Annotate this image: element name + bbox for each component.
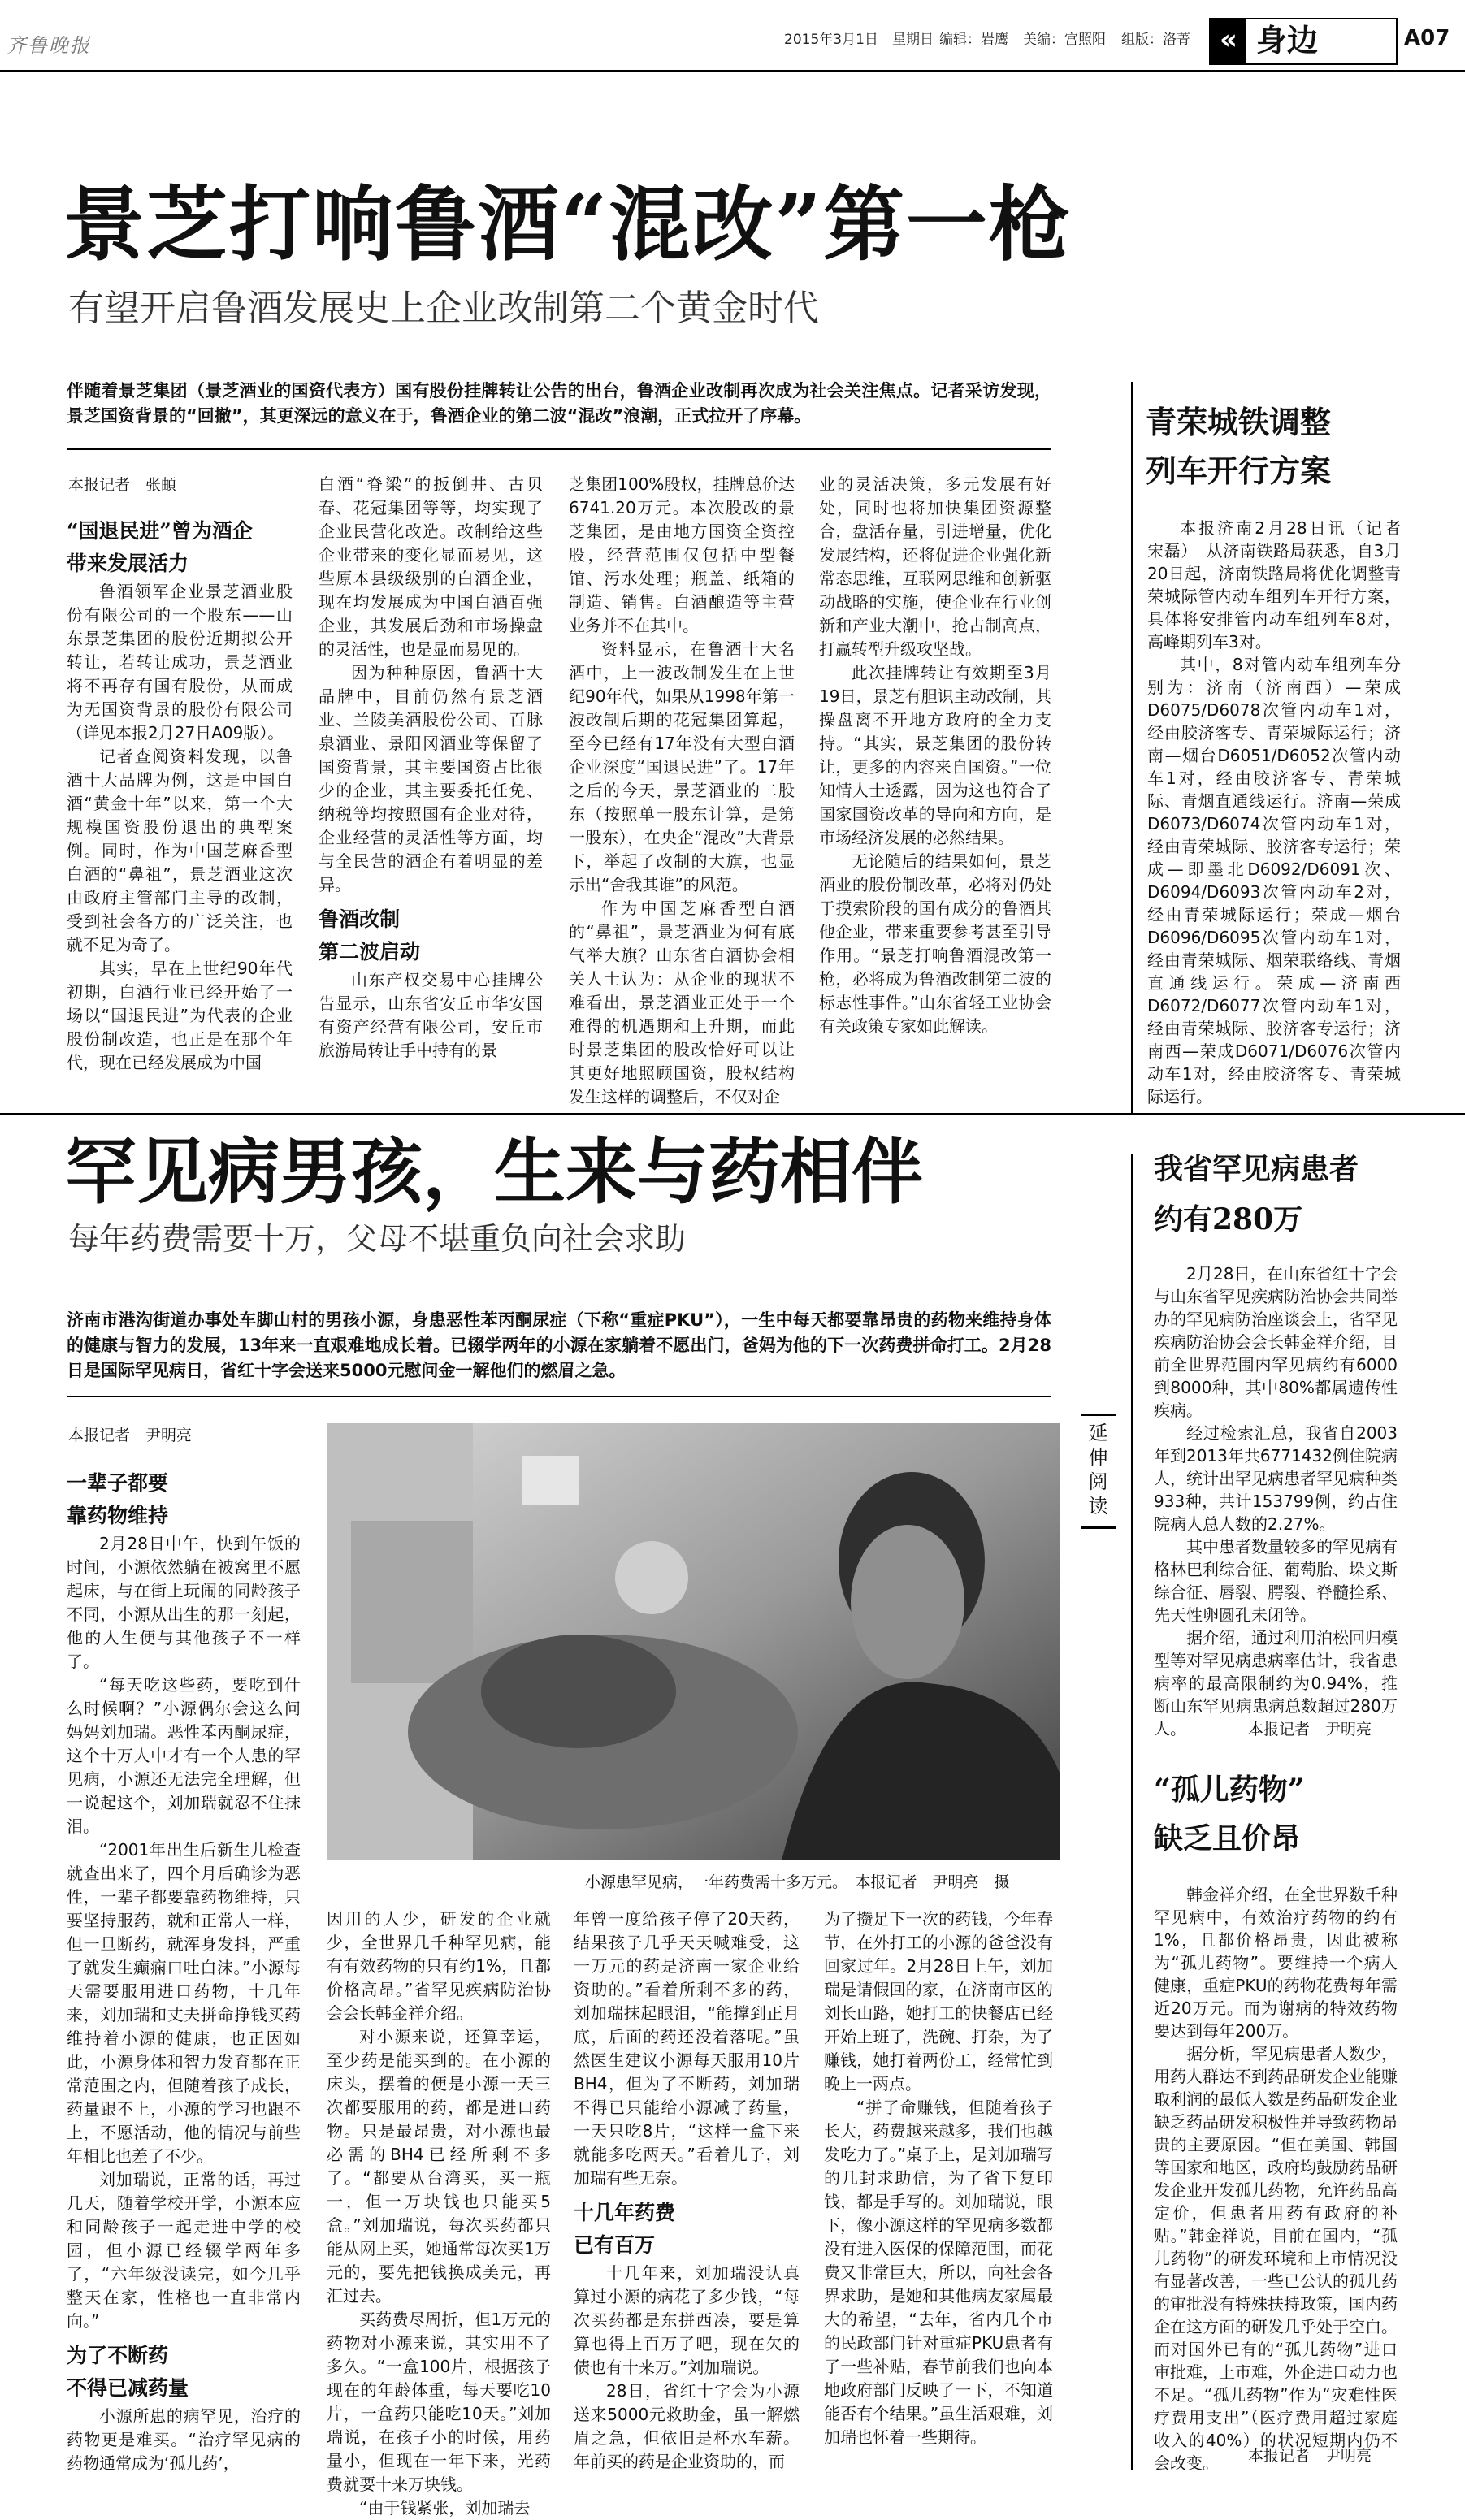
story1-byline: 本报记者 张頔 xyxy=(68,476,177,494)
story2-photo xyxy=(327,1423,1060,1860)
masthead-logo: 齐鲁晚报 xyxy=(7,34,91,57)
story1-lead: 伴随着景芝集团（景芝酒业的国资代表方）国有股份挂牌转让公告的出台，鲁酒企业改制再次成为社会关注焦点。记者采访发现，景芝国资背景的“回撤”，其更深远的意义在于，鲁酒企业的第二波“混改”浪潮，正式拉开了序幕。 xyxy=(67,381,1051,426)
subhead: 靠药物维持 xyxy=(67,1504,169,1527)
paragraph: 此次挂牌转让有效期至3月19日，景芝有胆识主动改制，其操盘离不开地方政府的全力支持。“其实，景芝集团的股份转让，更多的内容来自国资。”一位知情人士透露，因为这也符合了国家国资改革的导向和方向，是市场经济发展的必然结果。 xyxy=(819,663,1051,847)
story2-headline: 罕见病男孩，生来与药相伴 xyxy=(65,1129,924,1214)
paragraph: 本报济南2月28日讯（记者 宋磊） 从济南铁路局获悉，自3月20日起，济南铁路局将优化调整青荣城际管内动车组列车开行方案，具体将安排管内动车组列车8对，高峰期列车3对。 xyxy=(1147,518,1417,652)
story2-byline: 本报记者 尹明亮 xyxy=(68,1427,193,1444)
subhead: 为了不断药 xyxy=(67,2344,169,2367)
sidebar1-body xyxy=(1147,517,1417,1106)
section-divider xyxy=(0,1113,1465,1115)
header-proof: 组版：洛菁 xyxy=(1121,32,1190,48)
sidebar3-byline: 本报记者 尹明亮 xyxy=(1248,2447,1372,2465)
subhead: 第二波启动 xyxy=(319,940,421,963)
sidebar2-divider xyxy=(1131,1154,1133,2470)
paragraph: “拼了命赚钱，但随着孩子长大，药费越来越多，我们也越发吃力了。”桌子上，是刘加瑞写的几封求助信，为了省下复印钱，都是手写的。刘加瑞说，眼下，像小源这样的罕见病多数都没有进入医保的保障范围，而花费又非常巨大，所以，向社会各界求助，是她和其他病友家属最大的希望，“去年，省内几个市的民政部门针对重症PKU患者有了一些补贴，春节前我们也向本地政府部门反映了一下，不知道能否有个结果。”虽生活艰难，刘加瑞也怀着一些期待。 xyxy=(824,2098,1053,2447)
sidebar1-title: 青荣城铁调整 xyxy=(1146,404,1332,440)
paragraph: 年曾一度给孩子停了20天药，结果孩子几乎天天喊难受，这一万元的药是济南一家企业给资助的。”看着所剩不多的药，刘加瑞抹起眼泪，“能撑到正月底，后面的药还没着落呢。”虽然医生建议小源每天服用10片BH4，但为了不断药，刘加瑞不得已只能给小源减了药量，一天只吃8片，“这样一盒下来就能多吃两天。”看着儿子，刘加瑞有些无奈。 xyxy=(574,1909,800,2188)
story1-headline: 景芝打响鲁酒“混改”第一枪 xyxy=(63,176,1073,272)
paragraph: 因用的人少，研发的企业就少，全世界几千种罕见病，能有有效药物的只有约1%，且都价格高昂。”省罕见疾病防治协会会长韩金祥介绍。 xyxy=(327,1909,551,2023)
paragraph: 据分析，罕见病患者人数少，用药人群达不到药品研发企业能赚取利润的最低人数是药品研发企业缺乏药品研发积极性并导致药物昂贵的主要原因。“但在美国、韩国等国家和地区，政府均鼓励药品研发企业开发孤儿药物，允许药品高定价，但患者用药有政府的补贴。”韩金祥说，目前在国内，“孤儿药物”的研发环境和上市情况没有显著改善，一些已公认的孤儿药的审批没有特殊扶持政策，国内药企在这方面的研发几乎处于空白。而对国外已有的“孤儿药物”进口审批难，上市难，外企进口动力也不足。“孤儿药物”作为“灾难性医疗费用支出”（医疗费用超过家庭收入的40%）的状况短期内仍不会改变。 xyxy=(1154,2044,1398,2473)
paragraph: 刘加瑞说，正常的话，再过几天，随着学校开学，小源本应和同龄孩子一起走进中学的校园，但小源已经辍学两年多了，“六年级没读完，如今几乎整天在家，性格也一直非常内向。” xyxy=(67,2170,301,2331)
paragraph: 韩金祥介绍，在全世界数千种罕见病中，有效治疗药物的约有1%，且都价格昂贵，因此被称为“孤儿药物”。要维持一个病人健康，重症PKU的药物花费每年需近20万元。而为谢病的特效药物要达到每年200万。 xyxy=(1154,1885,1398,2041)
paragraph: 其中患者数量较多的罕见病有格林巴利综合征、葡萄胎、垛文斯综合征、唇裂、腭裂、脊髓拴系、先天性卵圆孔未闭等。 xyxy=(1154,1537,1398,1625)
paragraph: 业的灵活决策，多元发展有好处，同时也将加快集团资源整合，盘活存量，引进增量，优化发展结构，还将促进企业强化新常态思维，互联网思维和创新驱动战略的实施，使企业在行业创新和产业大潮中，抢占制高点，打赢转型升级攻坚战。 xyxy=(819,474,1051,659)
story1-col2 xyxy=(319,473,543,1076)
paragraph: 无论随后的结果如何，景芝酒业的股份制改革，必将对仍处于摸索阶段的国有成分的鲁酒其他企业，带来重要参考甚至引导作用。“景芝打响鲁酒混改第一枪，必将成为鲁酒改制第二波的标志性事件。”山东省轻工业协会有关政策专家如此解读。 xyxy=(819,851,1051,1036)
sidebar3-title: “孤儿药物” xyxy=(1154,1773,1305,1807)
subhead: 带来发展活力 xyxy=(67,552,189,575)
photo-illustration xyxy=(327,1423,1060,1860)
paragraph: 2月28日，在山东省红十字会与山东省罕见疾病防治协会共同举办的罕见病防治座谈会上，省罕见疾病防治协会会长韩金祥介绍，目前全世界范围内罕见病约有6000到8000种，其中80%都属遗传性疾病。 xyxy=(1154,1264,1398,1420)
story1-col3 xyxy=(569,473,795,1106)
paragraph: “每天吃这些药，要吃到什么时候啊？”小源偶尔会这么问妈妈刘加瑞。恶性苯丙酮尿症，这个十万人中才有一个人患的罕见病，小源还无法完全理解，但一说起这个，刘加瑞就忍不住抹泪。 xyxy=(67,1675,301,1836)
story2-col2 xyxy=(327,1907,551,2518)
photo-caption: 小源患罕见病，一年药费需十多万元。 本报记者 尹明亮 摄 xyxy=(585,1873,1010,1891)
sidebar1-title-2: 列车开行方案 xyxy=(1146,452,1332,489)
subhead: 鲁酒改制 xyxy=(319,907,401,931)
header-date: 2015年3月1日 xyxy=(784,32,878,48)
header-designer: 美编：宫照阳 xyxy=(1023,32,1106,48)
subhead: 已有百万 xyxy=(574,2233,656,2257)
paragraph: 资料显示，在鲁酒十大名酒中，上一波改制发生在上世纪90年代，如果从1998年第一波改制后期的花冠集团算起，至今已经有17年没有大型白酒企业深度“国退民进”了。17年之后的今天，景芝酒业的二股东（按照单一股东计算，是第一股东），在央企“混改”大背景下，举起了改制的大旗，也显示出“舍我其谁”的风范。 xyxy=(569,639,795,894)
sidebar1-divider xyxy=(1131,382,1133,1113)
story1-col1 xyxy=(67,515,293,1076)
subhead: “国退民进”曾为酒企 xyxy=(67,519,253,543)
paragraph: 十几年来，刘加瑞没认真算过小源的病花了多少钱，“每次买药都是东拼西凑，要是算算也得上百万了吧，现在欠的债也有十来万。”刘加瑞说。 xyxy=(574,2263,800,2377)
story2-col1 xyxy=(67,1467,301,2473)
paragraph: 因为种种原因，鲁酒十大品牌中，目前仍然有景芝酒业、兰陵美酒股份公司、百脉泉酒业、景阳冈酒业等保留了国资背景，其主要国资占比很少的企业，其主要委托任免、纳税等均按照国有企业对待，企业经营的灵活性等方面，均与全民营的酒企有着明显的差异。 xyxy=(319,663,543,894)
subhead: 一辈子都要 xyxy=(67,1471,169,1495)
sidebar2-byline: 本报记者 尹明亮 xyxy=(1248,1721,1372,1738)
paragraph: 买药费尽周折，但1万元的药物对小源来说，其实用不了多久。“一盒100片，根据孩子现在的年龄体重，每天要吃10片，一盒药只能吃10天。”刘加瑞说，在孩子小的时候，用药量小，但现在一年下来，光药费就要十来万块钱。 xyxy=(327,2310,551,2494)
header-rule xyxy=(0,70,1465,72)
paragraph: 对小源来说，还算幸运，至少药是能买到的。在小源的床头，摆着的便是小源一天三次都要服用的药，都是进口药物。只是最昂贵，对小源也最必需的BH4已经所剩不多了。“都要从台湾买，买一瓶一，但一万块钱也只能买5盒。”刘加瑞说，每次买药都只能从网上买，她通常每次买1万元的，要先把钱换成美元，再汇过去。 xyxy=(327,2027,551,2306)
paragraph: 记者查阅资料发现，以鲁酒十大品牌为例，这是中国白酒“黄金十年”以来，第一个大规模国资股份退出的典型案例。同时，作为中国芝麻香型白酒的“鼻祖”，景芝酒业这次由政府主管部门主导的改制，受到社会各方的广泛关注，也就不足为奇了。 xyxy=(67,747,293,955)
story2-lead: 济南市港沟街道办事处车脚山村的男孩小源，身患恶性苯丙酮尿症（下称“重症PKU”），一生中每天都要靠昂贵的药物来维持身体的健康与智力的发展，13年来一直艰难地成长着。已辍学两年的小源在家躺着不愿出门，爸妈为他的下一次药费拼命打工。2月28日是国际罕见病日，省红十字会送来5000元慰问金一解他们的燃眉之急。 xyxy=(67,1310,1051,1380)
extended-reading-label xyxy=(1081,1414,1116,1529)
story2-col3 xyxy=(574,1907,800,2470)
paragraph: 小源所患的病罕见，治疗的药物更是难买。“治疗罕见病的药物通常成为‘孤儿药’， xyxy=(67,2406,301,2473)
story2-subtitle: 每年药费需要十万，父母不堪重负向社会求助 xyxy=(68,1221,687,1257)
sidebar2-title-2: 约有280万 xyxy=(1154,1202,1303,1236)
paragraph: 白酒“脊梁”的扳倒井、古贝春、花冠集团等等，均实现了企业民营化改造。改制给这些企业带来的变化显而易见，这些原本县级级别的白酒企业，现在均发展成为中国白酒百强企业，其发展后劲和市场操盘的灵活性，也是显而易见的。 xyxy=(319,474,543,659)
paragraph: 山东产权交易中心挂牌公告显示，山东省安丘市华安国有资产经营有限公司，安丘市旅游局转让手中持有的景 xyxy=(319,970,543,1060)
paragraph: 其中，8对管内动车组列车分别为：济南（济南西）—荣成D6075/D6078次管内动车1对，经由胶济客专、青荣城际运行；济南—烟台D6051/D6052次管内动车1对，经由胶济客专、青荣城际、青烟直通线运行。济南—荣成D6073/D6074次管内动车1对，经由青荣城际、胶济客专运行；荣成—即墨北D6092/D6091次、D6094/D6093次管内动车2对，经由青荣城际运行；荣成—烟台D6096/D6095次管内动车1对，经由青荣城际、烟荣联络线、青烟直通线运行。荣成—济南西D6072/D6077次管内动车1对，经由青荣城际、胶济客专运行；济南西—荣成D6071/D6076次管内动车1对，经由胶济客专、青荣城际运行。 xyxy=(1147,655,1401,1106)
story2-lead-rule xyxy=(67,1396,1051,1397)
paragraph: 2月28日中午，快到午饭的时间，小源依然躺在被窝里不愿起床，与在街上玩闹的同龄孩子不同，小源从出生的那一刻起，他的人生便与其他孩子不一样了。 xyxy=(67,1534,301,1671)
section-tag xyxy=(1209,18,1398,65)
subhead: 十几年药费 xyxy=(574,2201,676,2224)
paragraph: 据介绍，通过利用泊松回归模型等对罕见病患病率估计，我省患病率的最高限制约为0.94%，推断山东罕见病患病总数超过280万人。 xyxy=(1154,1628,1398,1738)
paragraph: “由于钱紧张，刘加瑞去 xyxy=(359,2498,531,2518)
paragraph: “2001年出生后新生儿检查就查出来了，四个月后确诊为恶性，一辈子都要靠药物维持，只要坚持服药，就和正常人一样，但一旦断药，就浑身发抖，严重了就发生癫痫口吐白沫。”小源每天需要服用进口药物，十几年来，刘加瑞和丈夫拼命挣钱买药维持着小源的健康，也正因如此，小源身体和智力发育都在正常范围之内，但随着孩子成长，药量跟不上，小源的学习也跟不上，不愿活动，他的情况与前些年相比也差了不少。 xyxy=(67,1840,301,2166)
paragraph: 其实，早在上世纪90年代初期，白酒行业已经开始了一场以“国退民进”为代表的企业股份制改造，也正是在那个年代，现在已经发展成为中国 xyxy=(67,959,293,1072)
page-number: A07 xyxy=(1404,26,1450,50)
paragraph: 经过检索汇总，我省自2003年到2013年共6771432例住院病人，统计出罕见病患者罕见病种类933种，共计153799例，约占住院病人总人数的2.27%。 xyxy=(1154,1423,1398,1534)
story1-lead-rule xyxy=(67,448,1051,450)
paragraph: 鲁酒领军企业景芝酒业股份有限公司的一个股东——山东景芝集团的股份近期拟公开转让，若转让成功，景芝酒业将不再存有国有股份，从而成为无国资背景的股份有限公司（详见本报2月27日A09版）。 xyxy=(67,582,293,743)
extended-reading-text: 延伸阅读 xyxy=(1085,1422,1107,1520)
header-editor: 编辑：岩鹰 xyxy=(939,32,1008,48)
paragraph: 为了攒足下一次的药钱，今年春节，在外打工的小源的爸爸没有回家过年。2月28日上午，刘加瑞是请假回的家，在济南市区的刘长山路，她打工的快餐店已经开始上班了，洗碗、打杂，为了赚钱，她打着两份工，经常忙到晚上一两点。 xyxy=(824,1909,1053,2094)
subhead: 不得已减药量 xyxy=(67,2376,189,2400)
paragraph: 芝集团100%股权，挂牌总价达6741.20万元。本次股改的景芝集团，是由地方国资全资控股，经营范围仅包括中型餐馆、污水处理；瓶盖、纸箱的制造、销售。白酒酿造等主营业务并不在其中。 xyxy=(569,474,795,635)
story1-subtitle: 有望开启鲁酒发展史上企业改制第二个黄金时代 xyxy=(68,288,819,329)
chevron-left-icon: « xyxy=(1211,19,1246,63)
sidebar2-title: 我省罕见病患者 xyxy=(1154,1152,1359,1186)
paragraph: 28日，省红十字会为小源送来5000元救助金，虽一解燃眉之急，但依旧是杯水车薪。年前买的药是企业资助的，而 xyxy=(574,2381,800,2471)
section-name: 身边 xyxy=(1256,22,1319,58)
header-weekday: 星期日 xyxy=(892,32,934,48)
sidebar3-title-2: 缺乏且价昂 xyxy=(1154,1821,1301,1855)
story1-col4 xyxy=(819,473,1051,1076)
story2-col4 xyxy=(824,1907,1053,2470)
paragraph: 作为中国芝麻香型白酒的“鼻祖”，景芝酒业为何有底气举大旗？山东省白酒协会相关人士认为：从企业的现状不难看出，景芝酒业正处于一个难得的机遇期和上升期，而此时景芝集团的股改恰好可以让其更好地照顾国资，股权结构发生这样的调整后，不仅对企 xyxy=(569,898,795,1106)
